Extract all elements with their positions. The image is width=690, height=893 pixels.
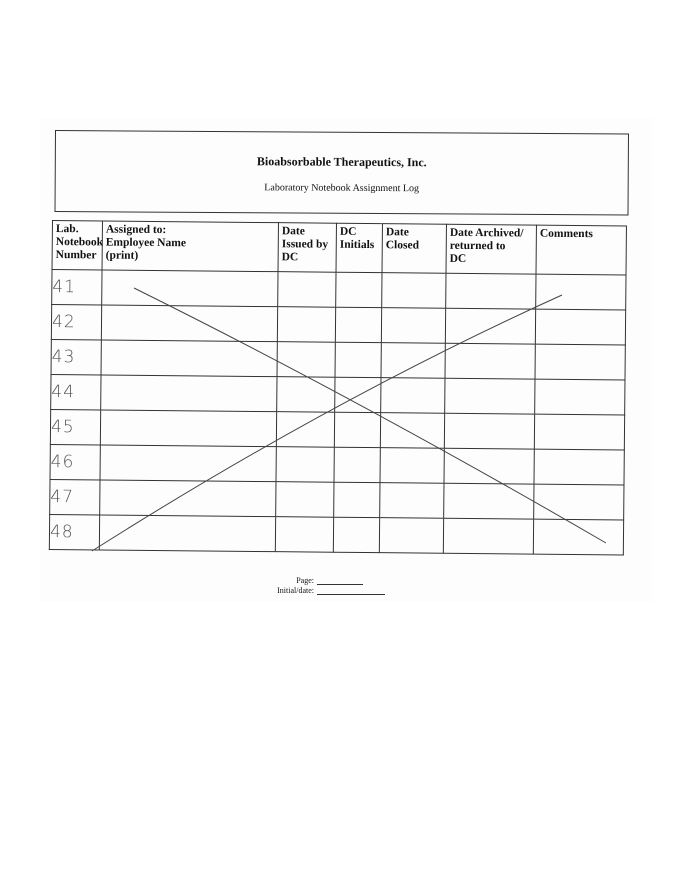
- col-date-issued: Date Issued by DC: [278, 223, 336, 273]
- notebook-number: 41: [52, 270, 102, 305]
- table-row: [51, 374, 625, 415]
- footer: [270, 576, 385, 596]
- notebook-number: 45: [50, 409, 100, 444]
- page-label: Page:: [296, 576, 314, 585]
- assignment-log-table: [49, 220, 627, 556]
- notebook-number: 48: [49, 514, 99, 549]
- page-field: [270, 576, 385, 586]
- table-row: [50, 479, 624, 520]
- col-notebook-number: Lab. Notebook Number: [52, 221, 102, 270]
- notebook-number: 44: [51, 374, 101, 409]
- company-name: Bioabsorbable Therapeutics, Inc.: [256, 154, 427, 170]
- initial-date-label: Initial/date:: [277, 586, 314, 595]
- table-row: [49, 514, 623, 555]
- col-comments: Comments: [536, 225, 626, 275]
- table-row: [50, 444, 624, 485]
- log-title: Laboratory Notebook Assignment Log: [264, 182, 420, 195]
- notebook-number: 42: [51, 305, 101, 340]
- table-row: [52, 270, 626, 311]
- table-row: [51, 339, 625, 380]
- notebook-number: 46: [50, 444, 100, 479]
- table-row: [50, 409, 624, 450]
- notebook-number: 47: [50, 479, 100, 514]
- header-row: [52, 221, 626, 276]
- col-date-closed: Date Closed: [382, 224, 446, 274]
- col-employee-name: Assigned to: Employee Name (print): [102, 221, 278, 272]
- initial-date-line: [317, 586, 385, 595]
- header-box: [54, 130, 628, 216]
- initial-date-field: [270, 586, 385, 596]
- table-row: [51, 305, 625, 346]
- notebook-number: 43: [51, 339, 101, 374]
- page-line: [317, 576, 363, 585]
- col-date-archived: Date Archived/ returned to DC: [446, 224, 536, 274]
- col-dc-initials: DC Initials: [336, 223, 382, 272]
